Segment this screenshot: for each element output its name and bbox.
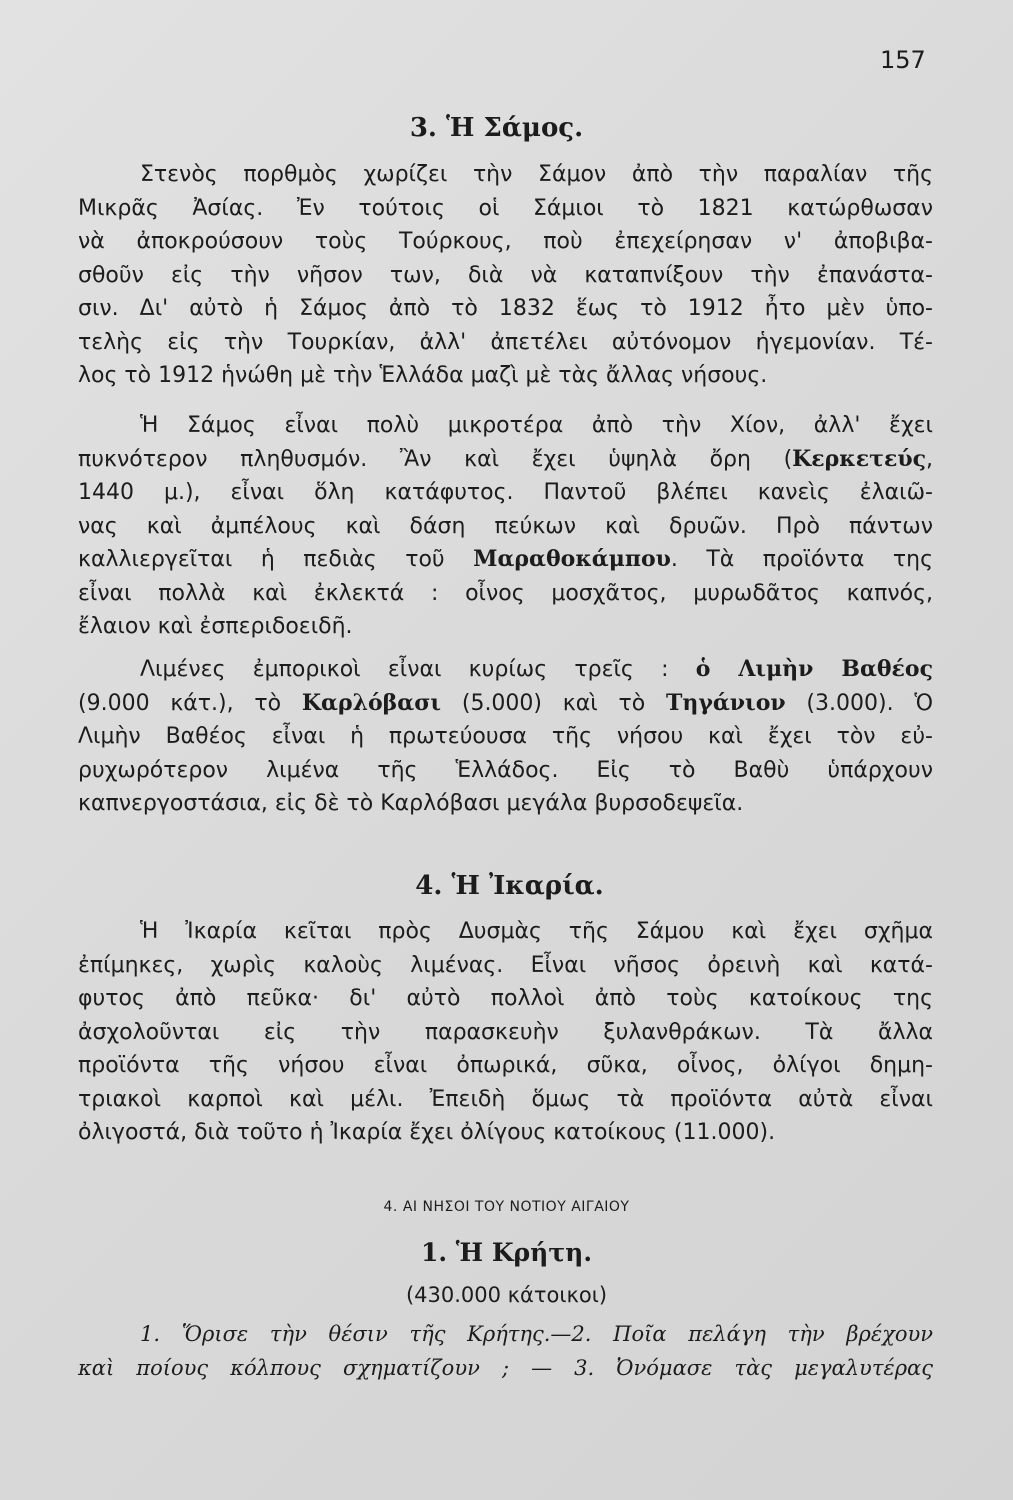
text-run: Λιμένες ἐμπορικοὶ εἶναι κυρίως τρεῖς : (140, 657, 669, 682)
text-run: (9.000 κάτ.), τὸ (78, 690, 282, 716)
text-line: εἶναι πολλὰ καὶ ἐκλεκτά : οἶνος μοσχᾶτος, μυρωδᾶτος καπνός, (78, 580, 933, 606)
text-line: Στενὸς πορθμὸς χωρίζει τὴν Σάμον ἀπὸ τὴν παραλίαν τῆς (140, 162, 933, 187)
text-line: καπνεργοστάσια, εἰς δὲ τὸ Καρλόβασι μεγάλα βυρσοδεψεῖα. (78, 791, 744, 816)
text-run: καλλιεργεῖται ἡ πεδιὰς τοῦ (78, 547, 445, 572)
question-line: 1. Ὅρισε τὴν θέσιν τῆς Κρήτης.—2. Ποῖα πελάγη τὴν βρέχουν (140, 1322, 933, 1346)
section-label: 4. ΑΙ ΝΗΣΟΙ ΤΟΥ ΝΟΤΙΟΥ ΑΙΓΑΙΟΥ (383, 1199, 630, 1215)
text-line (78, 543, 933, 577)
text-line: 1440 μ.), εἶναι ὅλη κατάφυτος. Παντοῦ βλέπει κανεὶς ἐλαιῶ- (78, 480, 933, 505)
text-line: τελὴς εἰς τὴν Τουρκίαν, ἀλλ' ἀπετέλει αὐτόνομον ἡγεμονίαν. Τέ- (78, 329, 933, 355)
text-line: ἀσχολοῦνται εἰς τὴν παρασκευὴν ξυλανθράκων. Τὰ ἄλλα (78, 1019, 933, 1045)
text-run: (3.000). Ὁ (806, 690, 933, 716)
text-line: ρυχωρότερον λιμένα τῆς Ἑλλάδος. Εἰς τὸ Βαθὺ ὑπάρχουν (78, 757, 933, 783)
port-vathy: ὁ Λιμὴν Βαθέος (695, 656, 933, 682)
text-line (78, 443, 933, 477)
mount-kerketeus: Κερκετεύς (792, 445, 926, 472)
place-karlovasi: Καρλόβασι (301, 689, 442, 716)
text-line: ὀλιγοστά, διὰ τοῦτο ἡ Ἰκαρία ἔχει ὀλίγους κατοίκους (11.000). (78, 1120, 776, 1145)
text-run: πυκνότερον πληθυσμόν. Ἂν καὶ ἔχει ὑψηλὰ ὄρη ( (78, 446, 793, 472)
text-line: νὰ ἀποκρούσουν τοὺς Τούρκους, ποὺ ἐπεχείρησαν ν' ἀποβιβα- (78, 229, 933, 254)
ikaria-heading: 4. Ἡ Ἰκαρία. (415, 871, 604, 901)
text-run: (5.000) καὶ τὸ (461, 690, 646, 716)
text-line: νας καὶ ἀμπέλους καὶ δάση πεύκων καὶ δρυῶν. Πρὸ πάντων (78, 513, 933, 539)
text-line: τριακοὶ καρποὶ καὶ μέλι. Ἐπειδὴ ὅμως τὰ προϊόντα αὐτὰ εἶναι (78, 1086, 933, 1112)
text-line: Μικρᾶς Ἀσίας. Ἐν τούτοις οἱ Σάμιοι τὸ 1821 κατώρθωσαν (78, 195, 933, 221)
text-run: . Τὰ προϊόντα της (670, 547, 933, 572)
samos-heading: 3. Ἡ Σάμος. (409, 113, 584, 143)
crete-heading: 1. Ἡ Κρήτη. (420, 1238, 593, 1267)
question-line: καὶ ποίους κόλπους σχηματίζουν ; — 3. Ὀνόμασε τὰς μεγαλυτέρας (78, 1356, 933, 1380)
samos-paragraph-3 (78, 653, 933, 821)
text-run: , (926, 446, 933, 472)
text-line: ἔλαιον καὶ ἐσπεριδοειδῆ. (78, 614, 353, 639)
page-number: 157 (880, 46, 926, 74)
text-line: λος τὸ 1912 ἡνώθη μὲ τὴν Ἑλλάδα μαζὶ μὲ τὰς ἄλλας νήσους. (78, 363, 768, 388)
crete-population: (430.000 κάτοικοι) (405, 1283, 608, 1307)
text-line: προϊόντα τῆς νήσου εἶναι ὀπωρικά, σῦκα, οἶνος, ὀλίγοι δημη- (78, 1053, 933, 1078)
text-line: σιν. Δι' αὐτὸ ἡ Σάμος ἀπὸ τὸ 1832 ἕως τὸ 1912 ἦτο μὲν ὑπο- (78, 296, 933, 321)
place-marathokampos: Μαραθοκάμπου (473, 546, 671, 572)
ikaria-paragraph (78, 915, 933, 1150)
text-line (78, 687, 933, 721)
review-questions (78, 1317, 933, 1385)
text-line: Λιμὴν Βαθέος εἶναι ἡ πρωτεύουσα τῆς νήσου καὶ ἔχει τὸν εὐ- (78, 724, 933, 749)
text-line: σθοῦν εἰς τὴν νῆσον των, διὰ νὰ καταπνίξουν τὴν ἐπανάστα- (78, 262, 933, 288)
text-line: ἐπίμηκες, χωρὶς καλοὺς λιμένας. Εἶναι νῆσος ὀρεινὴ καὶ κατά- (78, 952, 933, 978)
text-line: Ἡ Ἰκαρία κεῖται πρὸς Δυσμὰς τῆς Σάμου καὶ ἔχει σχῆμα (140, 919, 933, 944)
text-line: Ἡ Σάμος εἶναι πολὺ μικροτέρα ἀπὸ τὴν Χίον, ἀλλ' ἔχει (140, 413, 933, 438)
place-tiganion: Τηγάνιον (665, 689, 786, 716)
text-line (78, 653, 933, 687)
samos-paragraph-1 (78, 158, 933, 393)
samos-paragraph-2 (78, 409, 933, 644)
text-line: φυτος ἀπὸ πεῦκα· δι' αὐτὸ πολλοὶ ἀπὸ τοὺς κατοίκους της (78, 986, 933, 1011)
